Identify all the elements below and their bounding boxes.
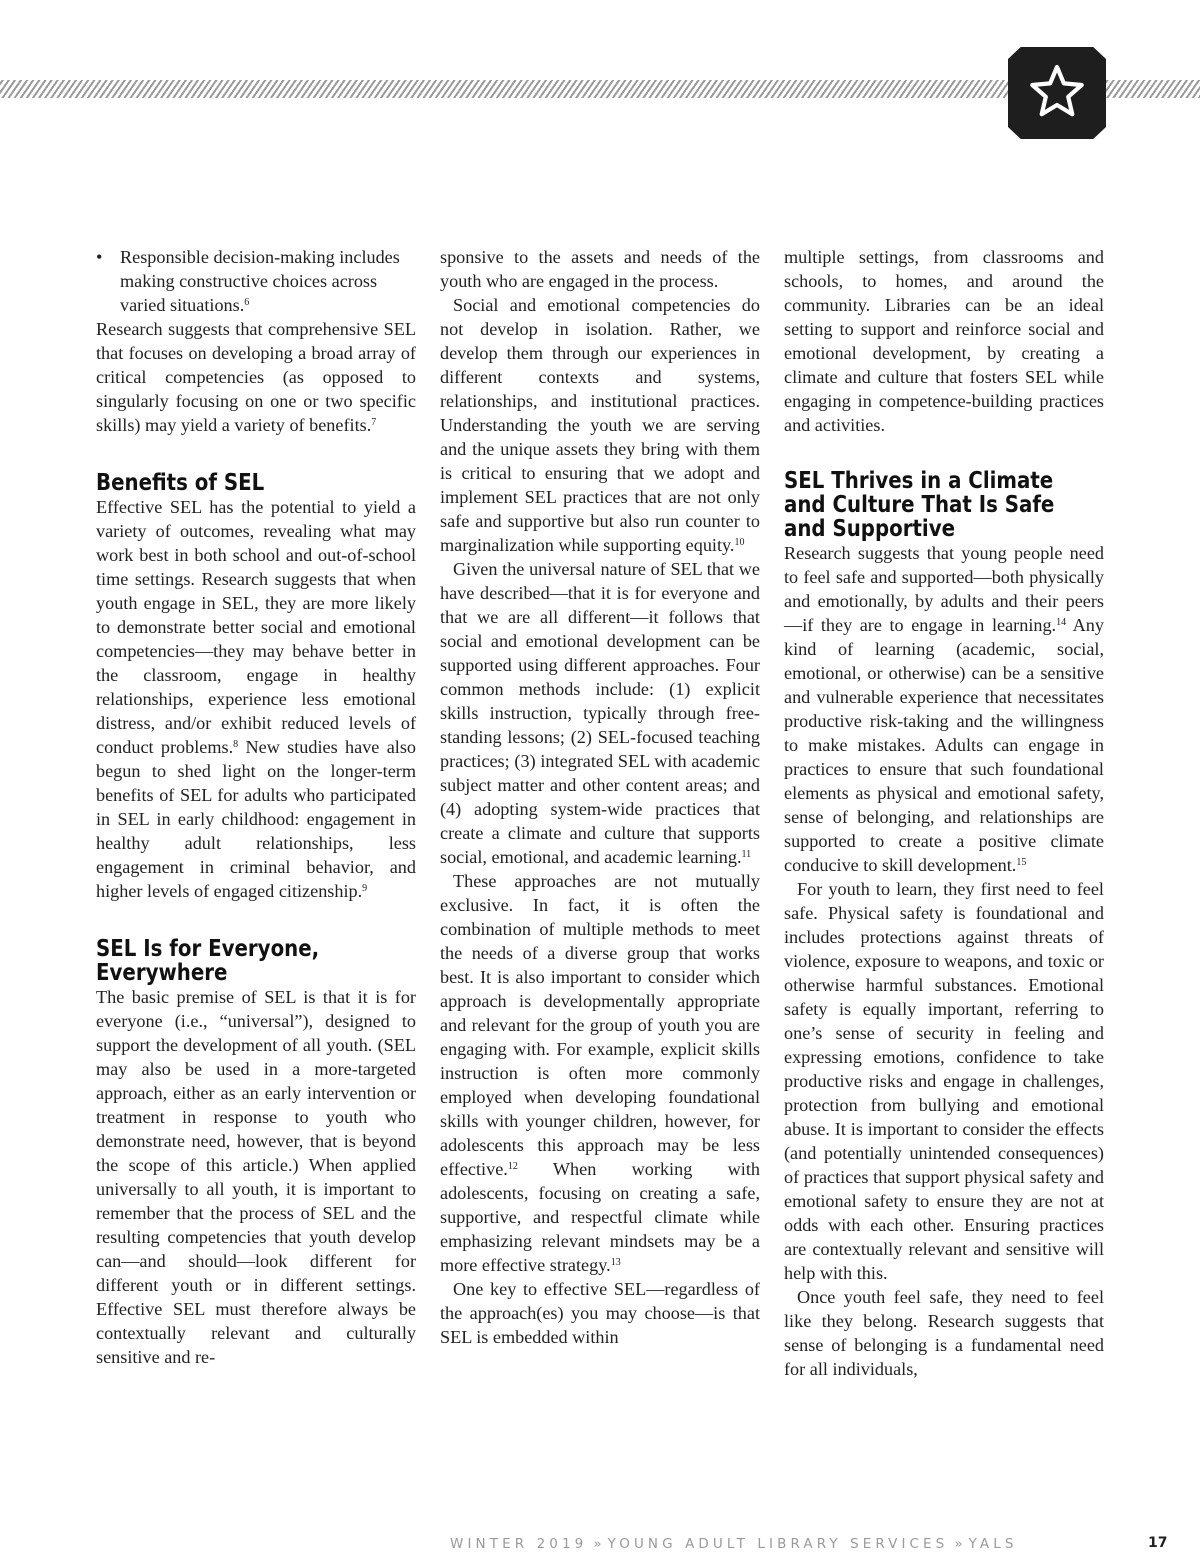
footer-separator: » <box>593 1536 602 1552</box>
paragraph: Once youth feel safe, they need to feel like they belong. Research suggests that sense of belonging is a fundamental need for all individuals, <box>784 1287 1104 1379</box>
page-number: 17 <box>1148 1535 1168 1551</box>
footnote-ref: 11 <box>741 849 752 860</box>
footer-publication: YOUNG ADULT LIBRARY SERVICES <box>607 1536 949 1552</box>
section-heading-benefits: Benefits of SEL <box>96 470 265 496</box>
footer-org: YALS <box>968 1536 1018 1552</box>
footnote-ref: 9 <box>362 883 368 894</box>
column-3 <box>784 245 1104 1381</box>
column-2 <box>440 245 760 1349</box>
paragraph: These approaches are not mutually exclusive. In fact, it is often the combination of multiple methods to meet the needs of a diverse group that works best. It is also important to consider which approach is developmentally appropriate and relevant for the group of youth you are engaging with. For example, explicit skills instruction is often more commonly employed when developing foundational skills with younger children, however, for adolescents this approach may be less effective.$^{12}$ When working with adolescents, focusing on creating a safe, supportive, and respectful climate while emphasizing relevant mindsets may be a more effective strategy.$^{13}$ <box>440 871 760 1275</box>
paragraph: The basic premise of SEL is that it is for everyone (i.e., “universal”), designed to support the development of all youth. (SEL may also be used in a more-targeted approach, either as an early intervention or treatment in response to youth who demonstrate need, however, that is beyond the scope of this article.) When applied universally to all youth, it is important to remember that the process of SEL and the resulting competencies that youth develop can—and should—look different for different youth or in different settings. Effective SEL must therefore always be contextually relevant and culturally sensitive and re- <box>96 987 416 1367</box>
footnote-ref: 7 <box>371 417 377 428</box>
footnote-ref: 13 <box>610 1257 621 1268</box>
section-heading-everyone: SEL Is for Everyone, Everywhere <box>96 936 320 986</box>
section-heading-thrives: SEL Thrives in a Climate and Culture That Is Safe and Supportive <box>784 468 1055 542</box>
section-badge <box>1008 47 1106 139</box>
paragraph: One key to effective SEL—regardless of the approach(es) you may choose—is that SEL is embedded within <box>440 1279 760 1347</box>
paragraph: sponsive to the assets and needs of the youth who are engaged in the process. <box>440 247 760 291</box>
paragraph: Research suggests that comprehensive SEL that focuses on developing a broad array of critical competencies (as opposed to singularly focusing on one or two specific skills) may yield a variety of benefits.$^7$ <box>96 319 416 435</box>
footnote-ref: 10 <box>734 537 745 548</box>
bullet-text: Responsible decision-making includes making constructive choices across varied situations. <box>120 247 400 315</box>
running-footer <box>450 1536 1105 1556</box>
footer-separator: » <box>954 1536 963 1552</box>
paragraph: For youth to learn, they first need to feel safe. Physical safety is foundational and includes protections against threats of violence, exposure to weapons, and toxic or otherwise harmful substances. Emotional safety is equally important, referring to one’s sense of security in feeling and expressing emotions, confidence to take productive risks and engage in challenges, protection from bullying and emotional abuse. It is important to consider the effects (and potentially unintended consequences) of practices that support physical safety and emotional safety to ensure they are not at odds with each other. Ensuring practices are contextually relevant and sensitive will help with this. <box>784 879 1104 1283</box>
paragraph: Effective SEL has the potential to yield a variety of outcomes, revealing what may work best in both school and out-of-school time settings. Research suggests that when youth engage in SEL, they are more likely to demonstrate better social and emotional competencies—they may behave better in the classroom, engage in healthy relationships, experience less emotional distress, and/or exhibit reduced levels of conduct problems.$^8$ New studies have also begun to shed light on the longer-term benefits of SEL for adults who participated in SEL in early childhood: engagement in healthy adult relationships, less engagement in criminal behavior, and higher levels of engaged citizenship.$^9$ <box>96 497 416 901</box>
paragraph: multiple settings, from classrooms and schools, to homes, and around the community. Libraries can be an ideal setting to support and reinforce social and emotional development, by creating a climate and culture that fosters SEL while engaging in competence-building practices and activities. <box>784 247 1104 435</box>
column-1 <box>96 245 416 1369</box>
footnote-ref: 15 <box>1016 857 1027 868</box>
footnote-ref: 8 <box>233 739 239 750</box>
footnote-ref: 14 <box>1056 617 1067 628</box>
paragraph: Research suggests that young people need to feel safe and supported—both physically and emotionally, by adults and their peers—if they are to engage in learning.$^{14}$ Any kind of learning (academic, social, emotional, or otherwise) can be a sensitive and vulnerable experience that necessitates productive risk-taking and the willingness to make mistakes. Adults can engage in practices to ensure that such foundational elements as physical and emotional safety, sense of belonging, and relationships are supported to create a positive climate conducive to skill development.$^{15}$ <box>784 543 1104 875</box>
paragraph: Social and emotional competencies do not develop in isolation. Rather, we develop them through our experiences in different contexts and systems, relationships, and institutional practices. Understanding the youth we are serving and the unique assets they bring with them is critical to ensuring that we adopt and implement SEL practices that are not only safe and supportive but also run counter to marginalization while supporting equity.$^{10}$ <box>440 295 760 555</box>
bullet-item: • Responsible decision-making includes making constructive choices across varied situations.$^6$ <box>96 247 400 315</box>
footnote-ref: 6 <box>244 297 250 308</box>
footer-season: WINTER 2019 <box>450 1536 588 1552</box>
paragraph: Given the universal nature of SEL that we have described—that it is for everyone and that we are all different—it follows that social and emotional development can be supported using different approaches. Four common methods include: (1) explicit skills instruction, typically through free-standing lessons; (2) SEL-focused teaching practices; (3) integrated SEL with academic subject matter and other content areas; and (4) adopting system-wide practices that create a climate and culture that supports social, emotional, and academic learning.$^{11}$ <box>440 559 760 867</box>
footnote-ref: 12 <box>507 1161 518 1172</box>
